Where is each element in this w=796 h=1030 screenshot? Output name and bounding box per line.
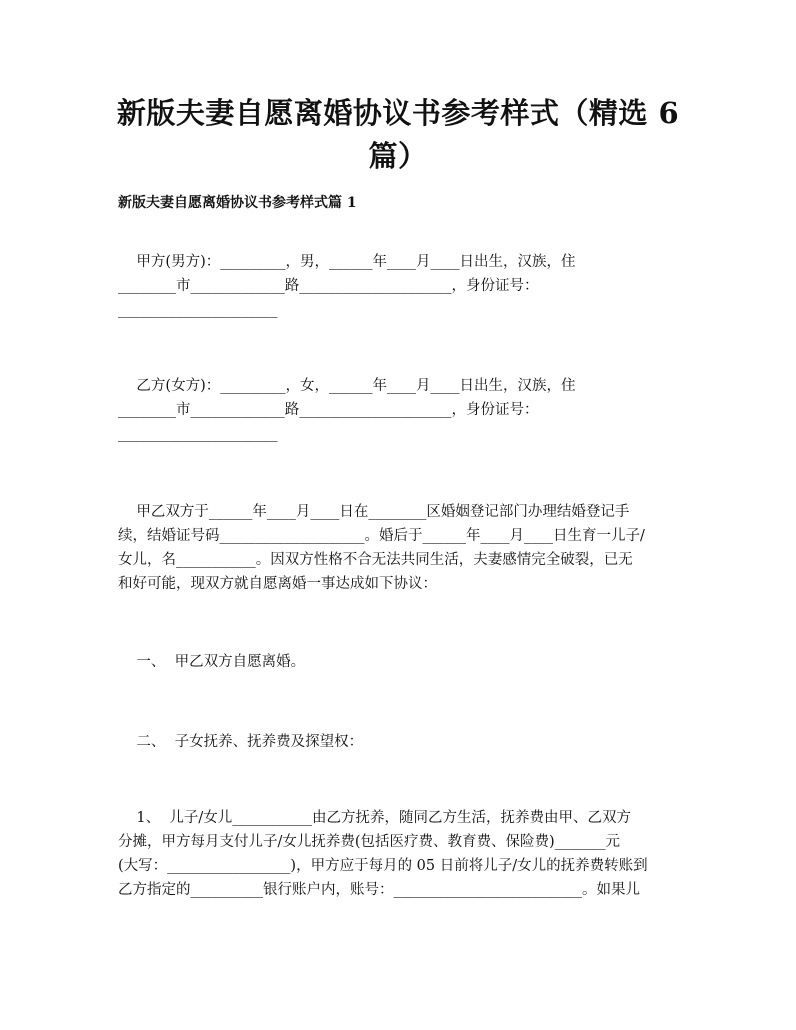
intro-line-4: 和好可能，现双方就自愿离婚一事达成如下协议： bbox=[118, 576, 437, 592]
party-b-line-3: ______________________ bbox=[118, 426, 278, 442]
document-title-line-1: 新版夫妻自愿离婚协议书参考样式（精选 6 bbox=[116, 96, 680, 130]
intro-line-3: 女儿，名___________。因双方性格不合无法共同生活，夫妻感情完全破裂，已无 bbox=[118, 552, 633, 568]
intro-line-2: 续，结婚证号码____________________。婚后于______年____月____日生育一儿子/ bbox=[118, 528, 645, 544]
clause-2-1-line-3: (大写：_________________)，甲方应于每月的 05 日前将儿子/女儿的抚养费转账到 bbox=[118, 858, 648, 874]
party-b-line-2: ________市_____________路_____________________，身份证号： bbox=[118, 402, 539, 418]
intro-line-1: 甲乙双方于______年____月____日在________区婚姻登记部门办理结婚登记手 bbox=[118, 504, 630, 520]
party-b-line-1: 乙方(女方)：_________，女，______年____月____日出生，汉族，住 bbox=[118, 378, 576, 394]
party-a-line-2: ________市_____________路_____________________，身份证号： bbox=[118, 278, 539, 294]
clause-2-1-line-2: 分摊，甲方每月支付儿子/女儿抚养费(包括医疗费、教育费、保险费)_______元 bbox=[118, 834, 620, 850]
clause-1: 一、 甲乙双方自愿离婚。 bbox=[118, 654, 306, 670]
section-heading: 新版夫妻自愿离婚协议书参考样式篇 1 bbox=[118, 195, 357, 211]
clause-2-1-line-4: 乙方指定的__________银行账户内，账号：__________________________。如果儿 bbox=[118, 882, 640, 898]
clause-2-1-line-1: 1、 儿子/女儿___________由乙方抚养，随同乙方生活，抚养费由甲、乙双方 bbox=[118, 810, 632, 826]
clause-2: 二、 子女抚养、抚养费及探望权： bbox=[118, 734, 364, 750]
party-a-line-1: 甲方(男方)：_________，男，______年____月____日出生，汉族，住 bbox=[118, 254, 576, 270]
document-title-line-2: 篇） bbox=[368, 139, 428, 173]
party-a-line-3: ______________________ bbox=[118, 302, 278, 318]
